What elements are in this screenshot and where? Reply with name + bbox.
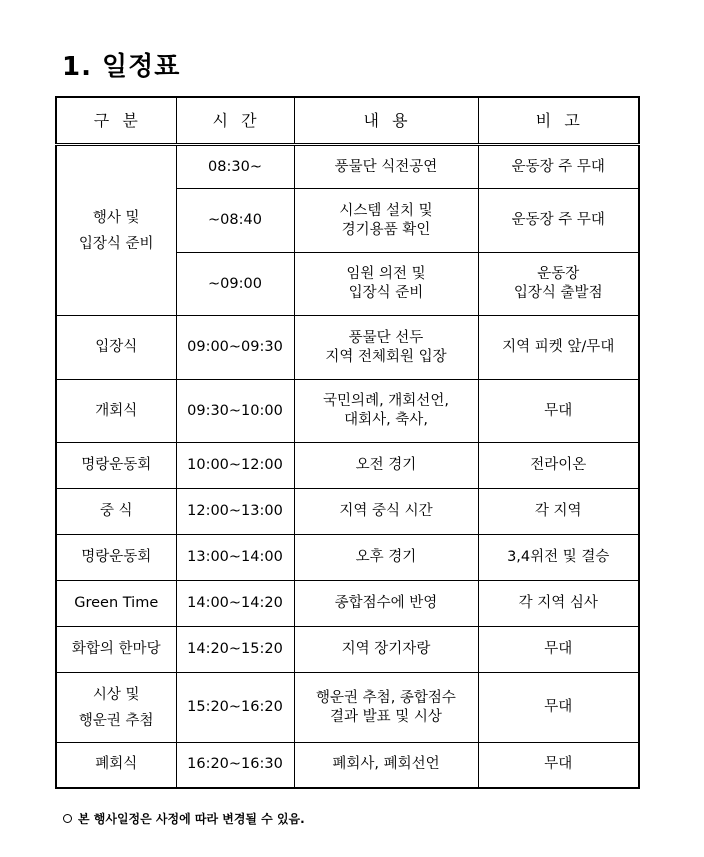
footnote <box>63 810 305 827</box>
note-cell: 운동장 주 무대 <box>478 145 639 189</box>
table-row <box>56 380 639 443</box>
category-cell: 명랑운동회 <box>56 443 176 489</box>
note-cell: 무대 <box>478 673 639 743</box>
content-cell: 종합점수에 반영 <box>294 581 478 627</box>
note-cell: 무대 <box>478 627 639 673</box>
category-cell: Green Time <box>56 581 176 627</box>
content-cell: 행운권 추첨, 종합점수 결과 발표 및 시상 <box>294 673 478 743</box>
table-row <box>56 627 639 673</box>
note-cell: 각 지역 심사 <box>478 581 639 627</box>
category-cell: 폐회식 <box>56 743 176 788</box>
time-cell: ~08:40 <box>176 189 294 253</box>
time-cell: 09:00~09:30 <box>176 316 294 380</box>
table-row <box>56 145 639 189</box>
note-cell: 무대 <box>478 743 639 788</box>
content-cell: 오전 경기 <box>294 443 478 489</box>
time-cell: 10:00~12:00 <box>176 443 294 489</box>
circle-bullet-icon <box>63 814 72 823</box>
category-cell: 중 식 <box>56 489 176 535</box>
content-cell: 풍물단 선두 지역 전체회원 입장 <box>294 316 478 380</box>
footnote-text: 본 행사일정은 사정에 따라 변경될 수 있음. <box>78 812 305 826</box>
time-cell: 14:00~14:20 <box>176 581 294 627</box>
content-cell: 폐회사, 폐회선언 <box>294 743 478 788</box>
time-cell: ~09:00 <box>176 253 294 316</box>
content-cell: 풍물단 식전공연 <box>294 145 478 189</box>
content-cell: 지역 중식 시간 <box>294 489 478 535</box>
header-note: 비 고 <box>478 97 639 145</box>
time-cell: 08:30~ <box>176 145 294 189</box>
table-row <box>56 743 639 788</box>
category-cell: 시상 및 행운권 추첨 <box>56 673 176 743</box>
table-row <box>56 673 639 743</box>
note-cell: 전라이온 <box>478 443 639 489</box>
note-cell: 각 지역 <box>478 489 639 535</box>
header-category: 구 분 <box>56 97 176 145</box>
category-cell: 입장식 <box>56 316 176 380</box>
time-cell: 09:30~10:00 <box>176 380 294 443</box>
time-cell: 14:20~15:20 <box>176 627 294 673</box>
table-row <box>56 535 639 581</box>
category-cell: 화합의 한마당 <box>56 627 176 673</box>
category-cell: 명랑운동회 <box>56 535 176 581</box>
note-cell: 운동장 주 무대 <box>478 189 639 253</box>
time-cell: 12:00~13:00 <box>176 489 294 535</box>
note-cell: 지역 피켓 앞/무대 <box>478 316 639 380</box>
schedule-table <box>55 96 640 789</box>
content-cell: 시스템 설치 및 경기용품 확인 <box>294 189 478 253</box>
time-cell: 13:00~14:00 <box>176 535 294 581</box>
header-time: 시 간 <box>176 97 294 145</box>
table-row <box>56 581 639 627</box>
note-cell: 운동장 입장식 출발점 <box>478 253 639 316</box>
time-cell: 15:20~16:20 <box>176 673 294 743</box>
content-cell: 임원 의전 및 입장식 준비 <box>294 253 478 316</box>
table-row <box>56 489 639 535</box>
content-cell: 지역 장기자랑 <box>294 627 478 673</box>
content-cell: 국민의례, 개회선언, 대회사, 축사, <box>294 380 478 443</box>
table-header-row <box>56 97 639 145</box>
table-row <box>56 443 639 489</box>
header-content: 내 용 <box>294 97 478 145</box>
time-cell: 16:20~16:30 <box>176 743 294 788</box>
note-cell: 3,4위전 및 결승 <box>478 535 639 581</box>
page-title: 1. 일정표 <box>62 52 181 82</box>
category-cell: 행사 및 입장식 준비 <box>56 145 176 316</box>
note-cell: 무대 <box>478 380 639 443</box>
table-row <box>56 316 639 380</box>
content-cell: 오후 경기 <box>294 535 478 581</box>
category-cell: 개회식 <box>56 380 176 443</box>
